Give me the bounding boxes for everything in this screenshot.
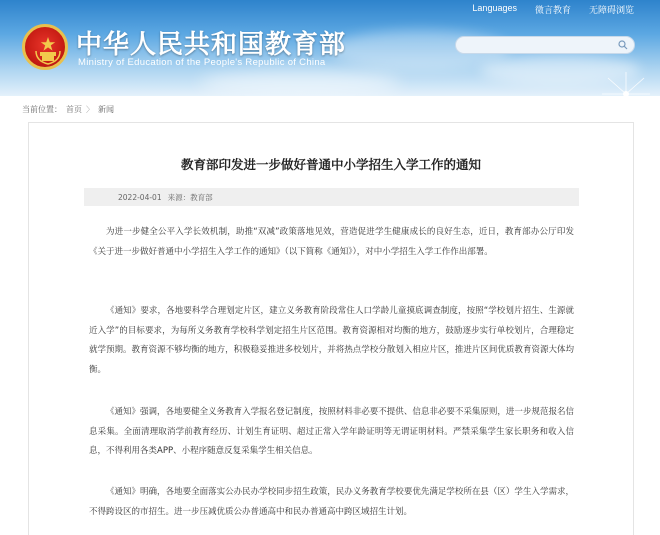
top-links [472, 3, 634, 16]
site-title: 中华人民共和国教育部 [76, 30, 347, 60]
site-subtitle: Ministry of Education of the People's Republic of China [78, 57, 326, 68]
article-paragraph: 《通知》明确，各地要全面落实公办民办学校同步招生政策，民办义务教育学校要优先满足学校所在县（区）学生入学需求，不得跨设区的市招生。进一步压减优质公办普通高中和民办普通高中跨区域招生计划。 [89, 487, 574, 517]
article-title: 教育部印发进一步做好普通中小学招生入学工作的通知 [180, 157, 481, 172]
breadcrumb-home[interactable]: 首页 [66, 105, 82, 114]
accessibility-link[interactable]: 无障碍浏览 [588, 5, 634, 15]
search-box[interactable] [455, 36, 635, 54]
article-paragraph: 《通知》要求，各地要科学合理划定片区，建立义务教育阶段常住人口学龄儿童摸底调查制度，按照“学校划片招生、生源就近入学”的目标要求，为每所义务教育学校科学划定招生片区范围。教育资源相对均衡的地方，鼓励逐步实行单校划片，合理稳定就学预期。教育资源不够均衡的地方，积极稳妥推进多校划片，并将热点学校分散划入相应片区，推进片区间优质教育资源大体均衡。 [89, 306, 574, 375]
article-container [28, 122, 634, 535]
article-paragraph: 为进一步健全公平入学长效机制，助推“双减”政策落地见效，营造促进学生健康成长的良好生态，近日，教育部办公厅印发《关于进一步做好普通中小学招生入学工作的通知》（以下简称《通知》），对中小学招生入学工作作出部署。 [89, 227, 574, 257]
article-date: 2022-04-01 [118, 192, 162, 202]
article-meta [84, 188, 579, 206]
article-paragraph: 《通知》强调，各地要健全义务教育入学报名登记制度，按照材料非必要不提供、信息非必要不采集原则，进一步规范报名信息采集。全面清理取消学前教育经历、计划生育证明、超过正常入学年龄证明等无谓证明材料。严禁采集学生家长职务和收入信息，不得利用各类APP、小程序随意反复采集学生相关信息。 [89, 407, 574, 456]
breadcrumb [22, 104, 114, 115]
search-input[interactable] [464, 38, 614, 52]
wechat-link[interactable]: 微言教育 [534, 5, 571, 15]
site-header [0, 0, 660, 96]
dandelion-decoration-icon [596, 64, 656, 96]
languages-link[interactable]: Languages [472, 3, 517, 13]
breadcrumb-separator: 〉 [86, 105, 94, 114]
article-source: 来源：教育部 [167, 192, 213, 202]
header-cloud [200, 70, 400, 96]
breadcrumb-label: 当前位置： [22, 105, 62, 114]
national-emblem-icon [22, 24, 68, 70]
breadcrumb-news[interactable]: 新闻 [98, 105, 114, 114]
search-icon[interactable] [618, 40, 628, 50]
